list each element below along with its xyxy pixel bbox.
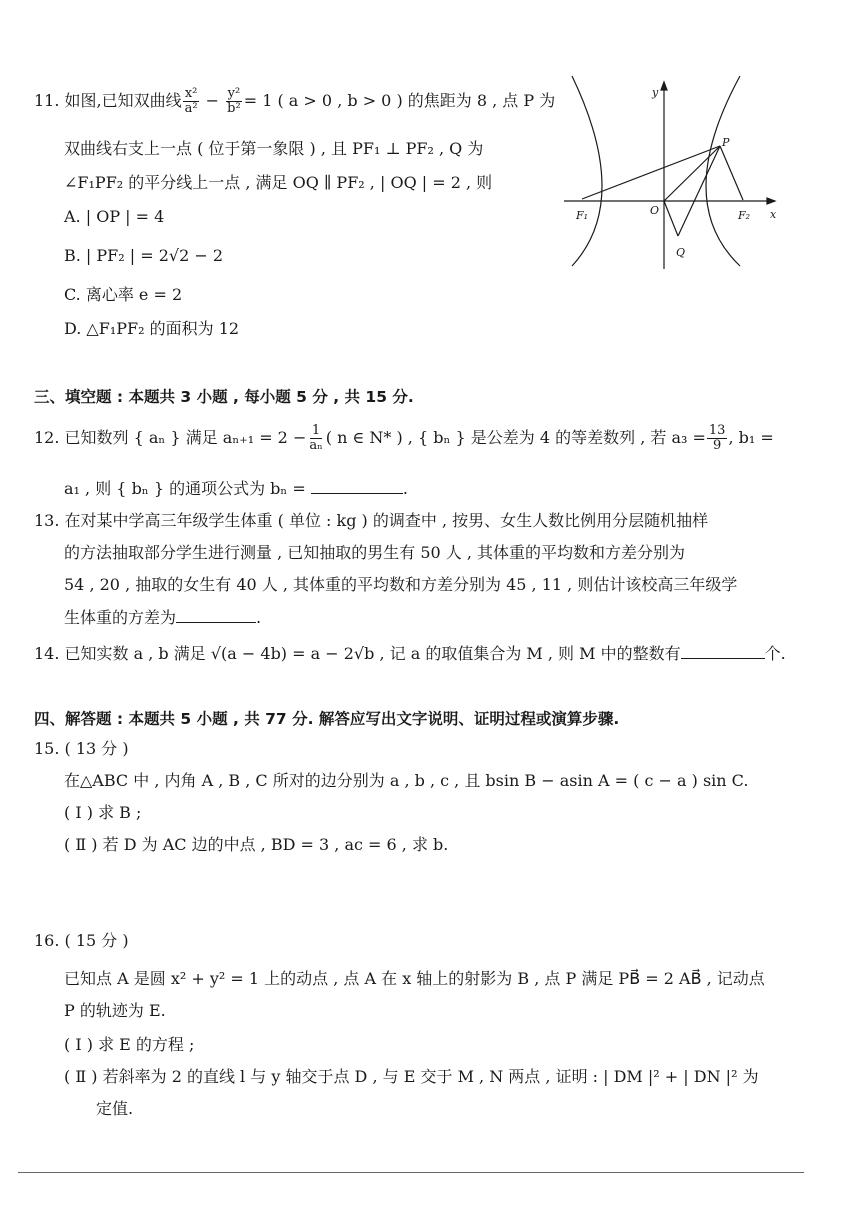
frac-denominator: 9 [713, 438, 722, 453]
q15-part-1: ( Ⅰ ) 求 B ; [64, 803, 142, 822]
q11-option-d: D. △F₁PF₂ 的面积为 12 [64, 319, 240, 338]
segment-pf2 [720, 146, 743, 200]
frac-numerator: y² [227, 86, 241, 101]
q15-line-1: 在△ABC 中 , 内角 A , B , C 所对的边分别为 a , b , c , 且 bsin B − asin A = ( c − a ) sin C. [64, 771, 749, 790]
q11-frac-x [183, 87, 200, 116]
q16-heading: 16. ( 15 分 ) [34, 931, 129, 950]
q11-text-1b: = 1 ( a > 0 , b > 0 ) 的焦距为 8 , 点 P 为 [243, 91, 556, 110]
q12-text-1c: , b₁ = [728, 428, 774, 447]
q16-part-3: 定值. [96, 1099, 134, 1118]
hyperbola-left-branch [572, 76, 602, 266]
q13-line-3: 54 , 20 , 抽取的女生有 40 人 , 其体重的平均数和方差分别为 45 , 11 , 则估计该校高三年级学 [64, 575, 738, 594]
q14-text-1a: 14. 已知实数 a , b 满足 √(a − 4b) = a − 2√b , 记 a 的取值集合为 M , 则 M 中的整数有 [34, 644, 681, 663]
q11-option-a: A. | OP | = 4 [64, 207, 165, 226]
q16-part-1: ( Ⅰ ) 求 E 的方程 ; [64, 1035, 195, 1054]
q12-answer-blank[interactable] [311, 477, 403, 494]
q12-text-2a: a₁ , 则 { bₙ } 的通项公式为 bₙ = [64, 479, 306, 498]
q13-text-4a: 生体重的方差为 [64, 608, 177, 627]
q11-line-2: 双曲线右支上一点 ( 位于第一象限 ) , 且 PF₁ ⊥ PF₂ , Q 为 [64, 139, 484, 158]
frac-numerator: 13 [708, 423, 726, 438]
q16-line-1: 已知点 A 是圆 x² + y² = 1 上的动点 , 点 A 在 x 轴上的射影为 B , 点 P 满足 PB⃗ = 2 AB⃗ , 记动点 [64, 969, 765, 988]
hyperbola-figure [560, 74, 785, 269]
q12-text-1b: ( n ∈ N* ) , { bₙ } 是公差为 4 的等差数列 , 若 a₃ = [325, 428, 706, 447]
q11-text-1a: 11. 如图,已知双曲线 [34, 91, 182, 110]
q11-option-c: C. 离心率 e = 2 [64, 285, 183, 304]
q16-part-2: ( Ⅱ ) 若斜率为 2 的直线 l 与 y 轴交于点 D , 与 E 交于 M , N 两点 , 证明 : | DM |² + | DN |² 为 [64, 1067, 759, 1086]
q12-frac-2 [707, 424, 728, 453]
q12-text-2b: . [402, 479, 409, 498]
q12-text-1a: 12. 已知数列 { aₙ } 满足 aₙ₊₁ = 2 − [34, 428, 307, 447]
q16-line-2: P 的轨迹为 E. [64, 1001, 166, 1020]
q11-line-3: ∠F₁PF₂ 的平分线上一点 , 满足 OQ ∥ PF₂ , | OQ | = 2 , 则 [64, 173, 493, 192]
frac-numerator: 1 [311, 423, 321, 438]
segment-oq [664, 201, 678, 236]
q13-line-1: 13. 在对某中学高三年级学生体重 ( 单位 : kg ) 的调查中 , 按男、女生人数比例用分层随机抽样 [34, 511, 709, 530]
frac-denominator: a² [184, 101, 198, 116]
frac-numerator: x² [184, 86, 198, 101]
footer-divider [18, 1172, 804, 1173]
section-3-heading: 三、填空题 : 本题共 3 小题 , 每小题 5 分 , 共 15 分. [34, 388, 414, 406]
q13-line-2: 的方法抽取部分学生进行测量 , 已知抽取的男生有 50 人 , 其体重的平均数和方差分别为 [64, 543, 686, 562]
x-axis-arrow [767, 198, 775, 204]
label-f2: F₂ [738, 209, 751, 222]
q11-option-b: B. | PF₂ | = 2√2 − 2 [64, 246, 224, 265]
q11-minus: − [200, 91, 225, 110]
q12-line-2 [64, 477, 408, 500]
hyperbola-right-branch [706, 76, 740, 266]
segment-op [664, 146, 720, 201]
q14-line-1 [34, 642, 786, 665]
q12-frac-1 [307, 424, 324, 453]
q11-frac-y [225, 87, 243, 116]
label-q: Q [676, 246, 686, 259]
frac-denominator: aₙ [309, 438, 323, 453]
section-4-heading: 四、解答题 : 本题共 5 小题 , 共 77 分. 解答应写出文字说明、证明过程或演算步骤. [34, 710, 620, 728]
q14-answer-blank[interactable] [681, 642, 765, 659]
label-x: x [770, 208, 777, 221]
y-axis-arrow [661, 82, 667, 90]
q12-line-1 [34, 422, 774, 454]
q13-line-4 [64, 606, 261, 629]
label-p: P [722, 136, 730, 149]
label-f1: F₁ [576, 209, 589, 222]
q13-text-4b: . [256, 608, 262, 627]
q15-part-2: ( Ⅱ ) 若 D 为 AC 边的中点 , BD = 3 , ac = 6 , 求 b. [64, 835, 449, 854]
q15-heading: 15. ( 13 分 ) [34, 739, 129, 758]
frac-denominator: b² [227, 101, 241, 116]
q11-line-1 [34, 86, 555, 116]
q14-text-1b: 个. [764, 644, 786, 663]
q13-answer-blank[interactable] [176, 606, 256, 623]
label-o: O [650, 204, 660, 217]
label-y: y [652, 86, 659, 99]
